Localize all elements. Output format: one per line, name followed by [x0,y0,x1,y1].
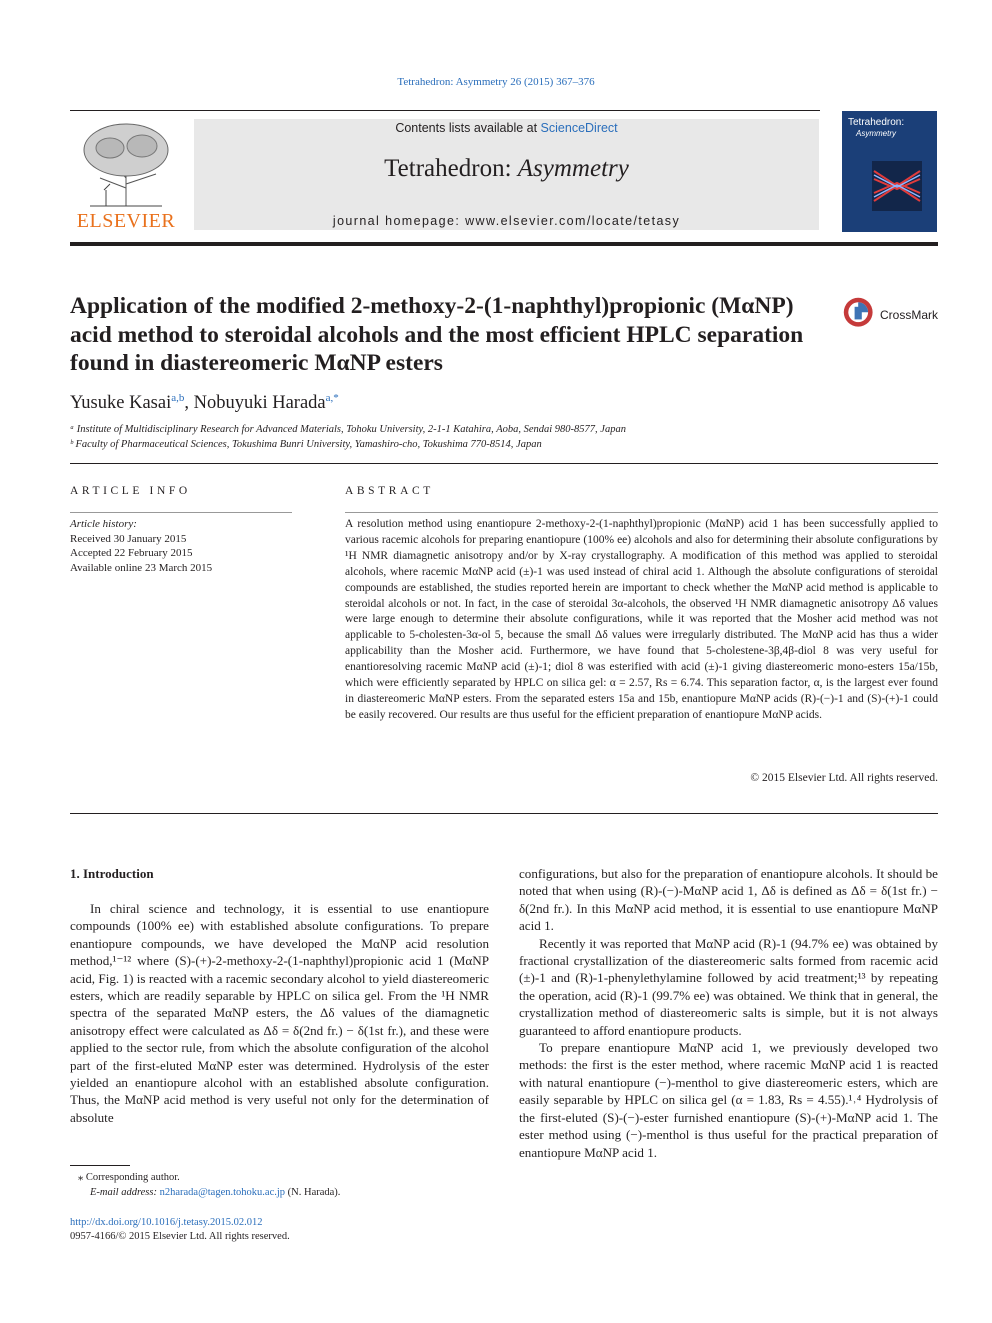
author-affiliation-mark[interactable]: a,b [171,392,185,404]
affiliation-a: ᵃ Institute of Multidisciplinary Research for Advanced Materials, Tohoku University, 2-1-1 Katahira, Aoba, Sendai 980-8577, Japan [70,424,626,435]
sciencedirect-link[interactable]: ScienceDirect [540,121,618,135]
cover-subtitle: Asymmetry [856,129,896,138]
affiliation-b: ᵇ Faculty of Pharmaceutical Sciences, Tokushima Bunri University, Yamashiro-cho, Tokushima 770-8514, Japan [70,439,542,450]
issn-copyright: 0957-4166/© 2015 Elsevier Ltd. All rights reserved. [70,1231,290,1242]
journal-reference[interactable]: Tetrahedron: Asymmetry 26 (2015) 367–376 [397,76,595,88]
article-info-heading: ARTICLE INFO [70,485,191,497]
email-note [90,1187,340,1198]
body-paragraph: In chiral science and technology, it is essential to use enantiopure compounds (100% ee) with established absolute configurations. To prepare enantiopure compounds, we have developed the MαNP acid resolution method,¹⁻¹² where (S)-(+)-2-methoxy-2-(1-naphthyl)propionic acid 1 (MαNP acid, Fig. 1) is reacted with a racemic secondary alcohol to yield diastereomeric esters, which are readily separable by HPLC on silica gel. From the ¹H NMR spectra of the separated MαNP esters, the Δδ values of the diamagnetic anisotropy effect were calculated as Δδ = δ(2nd fr.) − δ(1st fr.), and these were applied to the sector rule, from which the absolute configuration of the alcohol part of the first-eluted MαNP ester was determined. Hydrolysis of the ester yielded an enantiopure alcohol with an established absolute configuration. Thus, the MαNP acid method is very useful not only for the determination of absolute [70,901,489,1125]
article-history-label: Article history: [70,518,137,530]
journal-name-italic: Asymmetry [517,155,629,182]
accepted-date: Accepted 22 February 2015 [70,547,193,559]
corresponding-author-note: ⁎ Corresponding author. [78,1172,180,1183]
author-name: Yusuke Kasai [70,393,172,414]
journal-homepage[interactable]: journal homepage: www.elsevier.com/locate/tetasy [332,214,681,228]
abstract-text: A resolution method using enantiopure 2-methoxy-2-(1-naphthyl)propionic (MαNP) acid 1 has been successfully applied to various racemic alcohols for preparing enantiopure (100% ee) alcohols and also for determining their absolute configurations by ¹H NMR diamagnetic anisotropy and/or by X-ray crystallography. A modification of this method was applied to steroidal alcohols, where racemic MαNP acid (±)-1 was used instead of chiral acid 1. Although the absolute configurations of steroidal compounds are established, the studies reported herein are important to check whether the MαNP acid method is applicable to steroidal alcohols or not. In fact, in the case of steroidal 3α-alcohols, the observed ¹H NMR diamagnetic anisotropy Δδ values were large enough to determine their absolute configurations, while it was reported that the Mosher acid method was not applicable to 5-cholesten-3α-ol 5, because the small Δδ values were irregularly distributed. The MαNP acid has thus a wider applicability than the Mosher acid. Furthermore, we have found that 5-cholestene-3β,4β-diol 8 was very useful for enantioresolving racemic MαNP acid (±)-1; diol 8 was esterified with acid (±)-1 giving diastereomeric mono-esters 15a/15b, which were efficiently separated by HPLC on silica gel: α = 2.57, Rs = 6.74. This separation factor, α, is the largest ever found in diastereomeric MαNP esters. From the separated esters 15a and 15b, enantiopure MαNP acids (R)-(−)-1 and (S)-(+)-1 could be easily recovered. Our results are thus useful for the efficient preparation of enantiopure MαNP acids. [345,518,938,721]
email-suffix: (N. Harada). [285,1187,341,1198]
journal-name-plain: Tetrahedron: [384,155,518,182]
email-label: E-mail address: [90,1187,160,1198]
body-column-right [519,865,938,1161]
introduction-heading: 1. Introduction [70,866,154,881]
email-link[interactable]: n2harada@tagen.tohoku.ac.jp [159,1187,286,1198]
abstract-heading: ABSTRACT [345,485,434,497]
body-paragraph: To prepare enantiopure MαNP acid 1, we previously developed two methods: the first is the ester method, where racemic MαNP acid 1 is reacted with natural enantiopure (−)-menthol to give diastereomeric esters, which are easily separable by HPLC on silica gel (α = 1.83, Rs = 4.55).¹˒⁴ Hydrolysis of the first-eluted (S)-(−)-ester furnished enantiopure (S)-(+)-MαNP acid 1. The ester method using (−)-menthol is thus useful for the practical preparation of enantiopure MαNP acid 1. [519,1040,938,1160]
journal-cover-image [842,111,937,232]
body-paragraph: configurations, but also for the preparation of enantiopure alcohols. It should be noted that when using (R)-(−)-MαNP acid 1, Δδ is defined as Δδ = δ(1st fr.) − δ(2nd fr.). In this MαNP acid method, it is essential to use enantiopure MαNP acid 1. [519,866,938,934]
received-date: Received 30 January 2015 [70,532,187,545]
contents-prefix: Contents lists available at [395,121,541,135]
author-name: Nobuyuki Harada [193,393,326,414]
contents-line [194,121,819,135]
body-column-left [70,900,489,1126]
abstract-bottom-divider [70,813,938,814]
author-separator: , [184,393,194,414]
abstract-divider [345,512,938,513]
author-line [70,392,339,414]
header-thick-divider [70,242,938,246]
online-date: Available online 23 March 2015 [70,561,213,574]
cover-artwork [872,161,922,211]
top-divider [70,110,820,111]
crossmark-icon[interactable] [842,296,878,332]
article-history [70,517,300,575]
journal-title [194,155,819,183]
elsevier-wordmark: ELSEVIER [76,210,176,232]
body-paragraph: Recently it was reported that MαNP acid (R)-1 (94.7% ee) was obtained by fractional crystallization of the diastereomeric salts formed from racemic acid (±)-1 and (R)-1-phenylethylamine followed by acid treatment;¹³ by repeating the operation, acid (R)-1 (99.7% ee) was obtained. We think that in general, the crystallization method of diastereomeric salts is simple, but it is not always guaranteed to afford enantiopure products. [519,935,938,1038]
abstract-copyright: © 2015 Elsevier Ltd. All rights reserved. [750,772,938,784]
footnote-divider [70,1165,130,1166]
crossmark-label[interactable]: CrossMark [880,308,939,322]
title-divider [70,463,938,464]
paper-title: Application of the modified 2-methoxy-2-(1-naphthyl)propionic (MαNP) acid method to steroidal alcohols and the most efficient HPLC separation found in diastereomeric MαNP esters [70,293,804,376]
article-info-divider [70,512,292,513]
cover-title: Tetrahedron: [848,117,905,128]
doi-link[interactable]: http://dx.doi.org/10.1016/j.tetasy.2015.02.012 [70,1217,263,1228]
author-affiliation-mark[interactable]: a,* [325,392,339,404]
